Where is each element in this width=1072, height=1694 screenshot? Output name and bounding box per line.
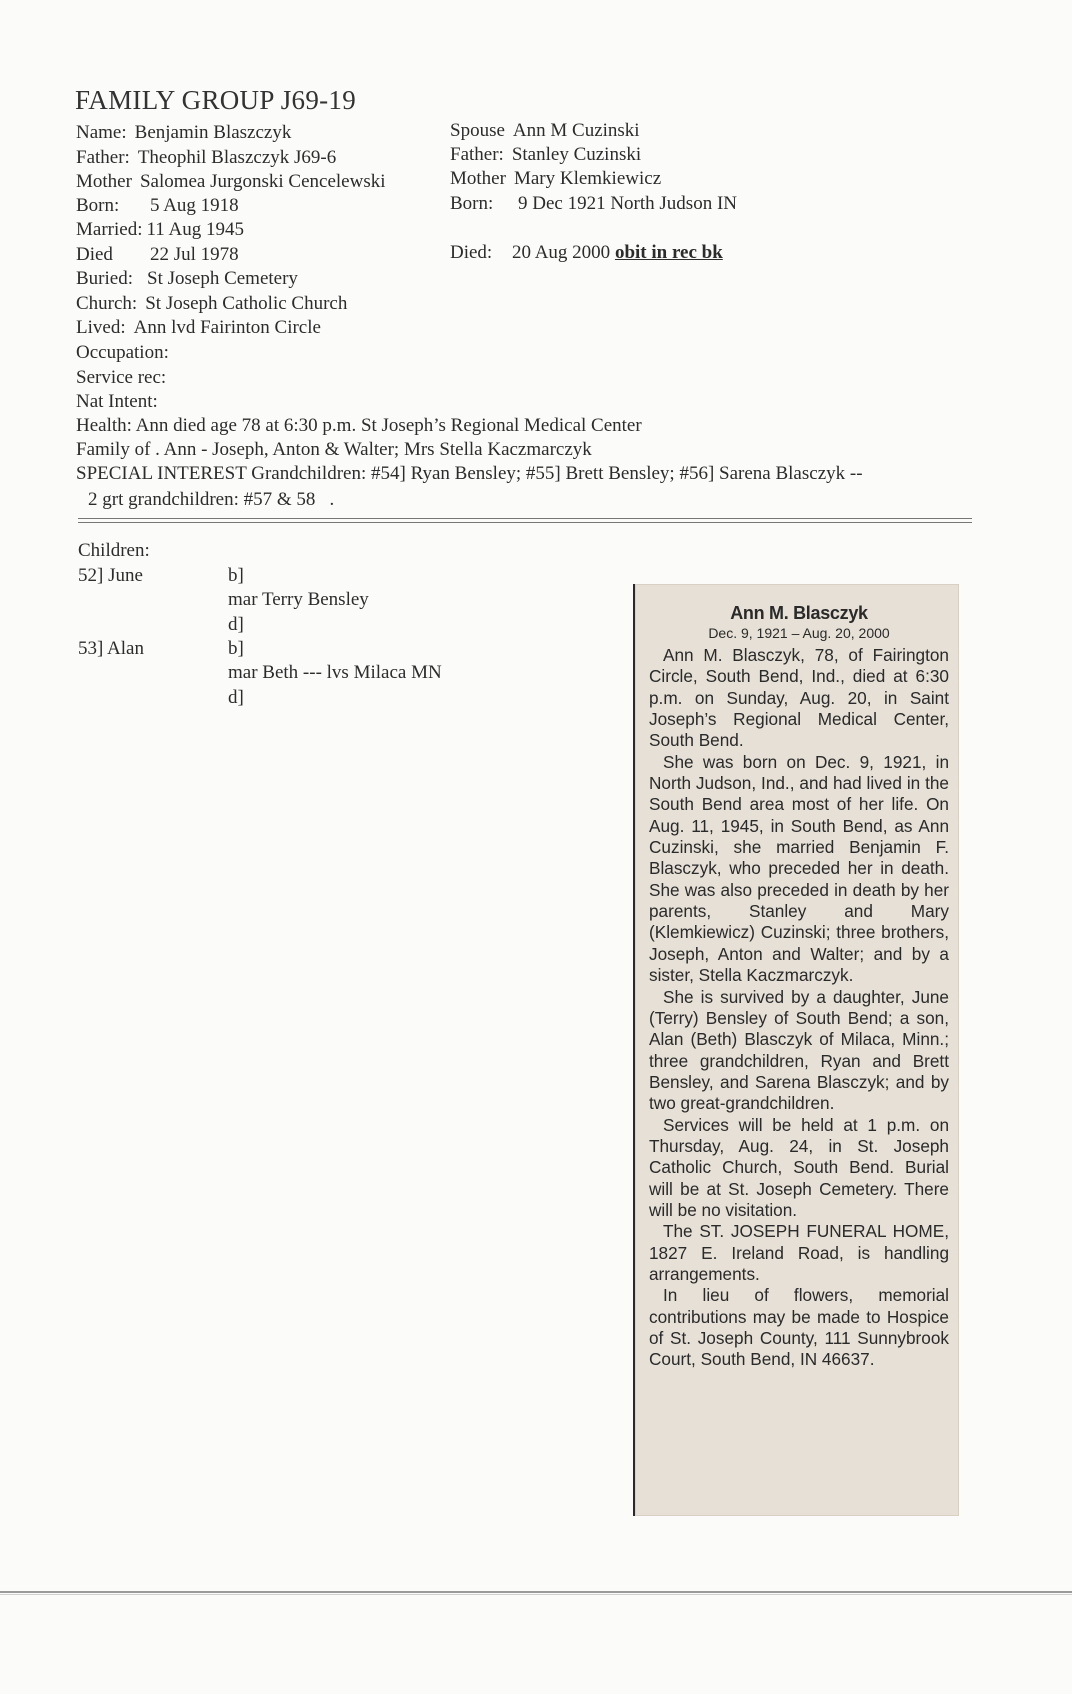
spouse-mother-value: Mary Klemkiewicz bbox=[513, 168, 662, 189]
spouse-value: Ann M Cuzinski bbox=[512, 120, 640, 141]
nat-row bbox=[76, 390, 158, 414]
health-line: Health: Ann died age 78 at 6:30 p.m. St Joseph’s Regional Medical Center bbox=[76, 415, 642, 436]
child-1-died: d] bbox=[228, 614, 244, 635]
obituary-paragraph: In lieu of flowers, memorial contributions may be made to Hospice of St. Joseph County, 111 Sunnybrook Court, South Bend, IN 46637. bbox=[649, 1285, 949, 1370]
special-interest-line: SPECIAL INTEREST Grandchildren: #54] Ryan Bensley; #55] Brett Bensley; #56] Sarena Blasczyk -- bbox=[76, 463, 863, 484]
spouse-row bbox=[450, 119, 640, 143]
married-row bbox=[76, 218, 244, 242]
family-line: Family of . Ann - Joseph, Anton & Walter; Mrs Stella Kaczmarczyk bbox=[76, 439, 592, 460]
scan-edge-line bbox=[0, 1591, 1072, 1593]
child-1-born: b] bbox=[228, 565, 244, 586]
spouse-died-row bbox=[450, 241, 723, 265]
mother-value: Salomea Jurgonski Cencelewski bbox=[139, 171, 386, 192]
spouse-father-value: Stanley Cuzinski bbox=[511, 144, 642, 165]
church-row bbox=[76, 292, 347, 316]
married-value: 11 Aug 1945 bbox=[146, 219, 244, 240]
section-separator bbox=[78, 518, 972, 523]
obit-link[interactable]: obit in rec bk bbox=[614, 242, 723, 263]
spouse-mother-row bbox=[450, 167, 661, 191]
child-2-born: b] bbox=[228, 638, 244, 659]
died-label: Died bbox=[76, 244, 113, 265]
name-value: Benjamin Blaszczyk bbox=[134, 122, 292, 143]
child-2-number: 53] Alan bbox=[78, 638, 144, 659]
child-1-number: 52] June bbox=[78, 565, 143, 586]
nat-label: Nat Intent: bbox=[76, 391, 158, 412]
spouse-born-label: Born: bbox=[450, 193, 494, 214]
spouse-father-row bbox=[450, 143, 641, 167]
spouse-born-value: 9 Dec 1921 North Judson IN bbox=[518, 193, 738, 214]
occupation-label: Occupation: bbox=[76, 342, 169, 363]
child-1-married: mar Terry Bensley bbox=[228, 589, 369, 610]
buried-value: St Joseph Cemetery bbox=[147, 268, 298, 289]
died-value: 22 Jul 1978 bbox=[150, 244, 239, 265]
spouse-label: Spouse bbox=[450, 120, 505, 141]
mother-label: Mother bbox=[76, 171, 132, 192]
children-heading: Children: bbox=[78, 540, 150, 561]
obituary-name: Ann M. Blasczyk bbox=[730, 603, 868, 623]
spouse-died-label: Died: bbox=[450, 242, 493, 263]
lived-label: Lived: bbox=[76, 317, 126, 338]
occupation-row bbox=[76, 341, 169, 365]
father-label: Father: bbox=[76, 147, 130, 168]
spouse-born-row bbox=[450, 192, 737, 216]
lived-row bbox=[76, 316, 321, 340]
church-value: St Joseph Catholic Church bbox=[145, 293, 348, 314]
page-title: FAMILY GROUP J69-19 bbox=[75, 85, 357, 115]
great-grandchildren-line bbox=[88, 488, 334, 512]
scan-edge-line-secondary bbox=[0, 1594, 1072, 1595]
spouse-mother-label: Mother bbox=[450, 168, 506, 189]
child-2-died: d] bbox=[228, 687, 244, 708]
married-label: Married: bbox=[76, 219, 143, 240]
died-row bbox=[76, 243, 239, 267]
obituary-dates: Dec. 9, 1921 – Aug. 20, 2000 bbox=[708, 625, 890, 641]
church-label: Church: bbox=[76, 293, 138, 314]
obituary-paragraph: She is survived by a daughter, June (Terry) Bensley of South Bend; a son, Alan (Beth) Blasczyk of Milaca, Minn.; three grandchildren, Ryan and Brett Bensley, and Sarena Blasczyk; and by two great-grandchildren. bbox=[649, 986, 949, 1114]
service-row bbox=[76, 366, 166, 390]
name-row bbox=[76, 121, 291, 145]
born-label: Born: bbox=[76, 195, 120, 216]
obituary-body bbox=[649, 602, 949, 1371]
buried-row bbox=[76, 267, 298, 291]
born-value: 5 Aug 1918 bbox=[150, 195, 239, 216]
great-grandchildren-tail: . bbox=[329, 489, 335, 510]
obituary-paragraph: The ST. JOSEPH FUNERAL HOME, 1827 E. Ireland Road, is handling arrangements. bbox=[649, 1221, 949, 1284]
spouse-died-value: 20 Aug 2000 bbox=[512, 242, 611, 263]
great-grandchildren-text: 2 grt grandchildren: #57 & 58 bbox=[88, 489, 316, 510]
spouse-father-label: Father: bbox=[450, 144, 504, 165]
born-row bbox=[76, 194, 239, 218]
obituary-paragraph: Services will be held at 1 p.m. on Thursday, Aug. 24, in St. Joseph Catholic Church, South Bend. Burial will be at St. Joseph Cemetery. There will be no visitation. bbox=[649, 1114, 949, 1220]
obituary-paragraph: She was born on Dec. 9, 1921, in North Judson, Ind., and had lived in the South Bend area most of her life. On Aug. 11, 1945, in South Bend, as Ann Cuzinski, she married Benjamin F. Blasczyk, who preceded her in death. She was also preceded in death by her parents, Stanley and Mary (Klemkiewicz) Cuzinski; three brothers, Joseph, Anton and Walter; and by a sister, Stella Kaczmarczyk. bbox=[649, 751, 949, 986]
service-label: Service rec: bbox=[76, 367, 167, 388]
name-label: Name: bbox=[76, 122, 127, 143]
buried-label: Buried: bbox=[76, 268, 133, 289]
child-2-married: mar Beth --- lvs Milaca MN bbox=[228, 662, 442, 683]
obituary-clipping bbox=[633, 584, 959, 1516]
lived-value: Ann lvd Fairinton Circle bbox=[133, 317, 321, 338]
obituary-paragraph: Ann M. Blasczyk, 78, of Fairington Circle, South Bend, Ind., died at 6:30 p.m. on Sunday, Aug. 20, in Saint Joseph’s Regional Medical Center, South Bend. bbox=[649, 645, 949, 751]
mother-row bbox=[76, 170, 386, 194]
father-row bbox=[76, 146, 336, 170]
father-value: Theophil Blaszczyk J69-6 bbox=[137, 147, 337, 168]
